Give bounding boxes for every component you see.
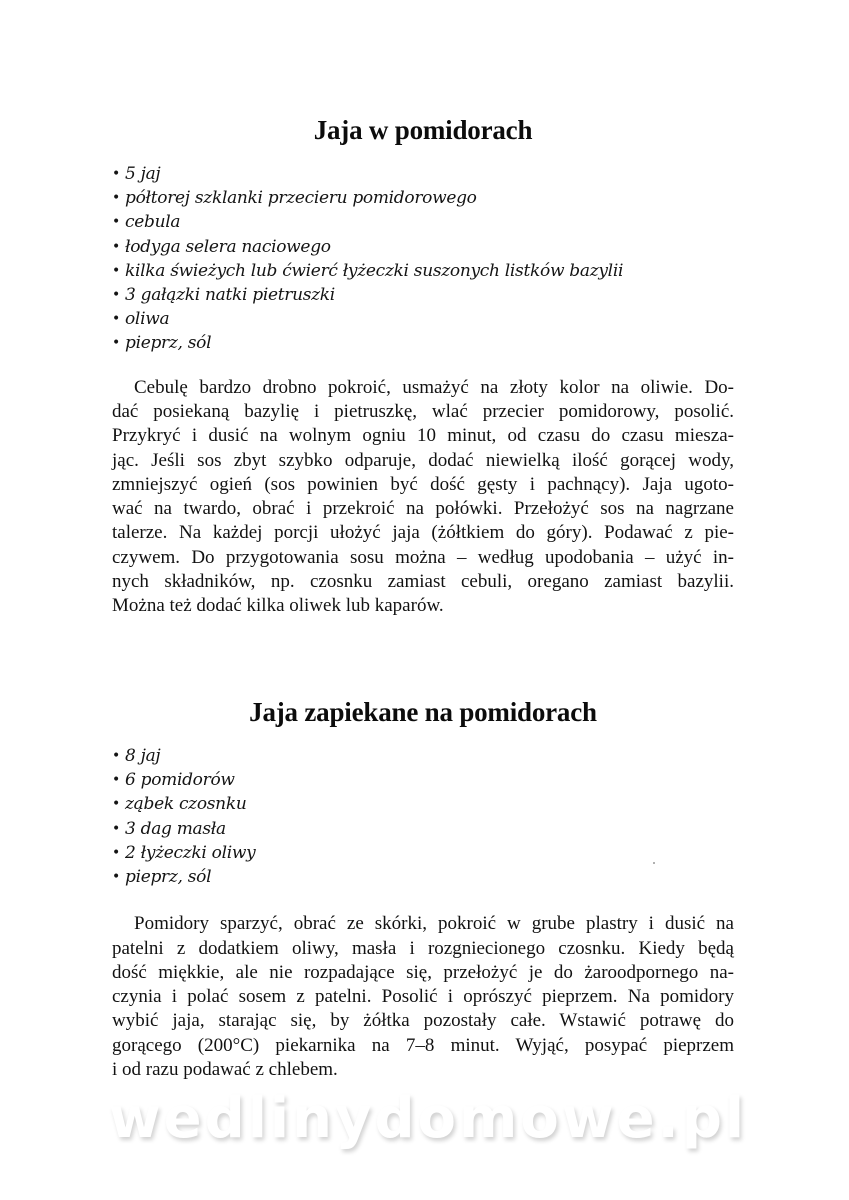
ingredient-item	[112, 283, 734, 307]
instruction-line: patelni z dodatkiem oliwy, masła i rozgniecionego czosnku. Kiedy będą	[112, 937, 734, 959]
bullet-icon: •	[112, 190, 120, 207]
ingredient-text: 2 łyżeczki oliwy	[125, 842, 256, 863]
ingredient-text: 5 jaj	[125, 164, 161, 184]
bullet-icon: •	[112, 335, 120, 352]
ingredient-item	[112, 792, 734, 816]
ingredient-text: kilka świeżych lub ćwierć łyżeczki suszonych listków bazylii	[125, 260, 624, 281]
ingredient-text: ząbek czosnku	[125, 794, 247, 815]
instruction-line: wybić jaja, starając się, by żółtka pozostały całe. Wstawić potrawę do	[112, 1010, 734, 1032]
bullet-icon: •	[112, 214, 120, 231]
instruction-line: nych składników, np. czosnku zamiast cebuli, oregano zamiast bazylii.	[112, 571, 734, 592]
ingredient-text: cebula	[125, 212, 181, 233]
scan-speck	[653, 862, 655, 864]
bullet-icon: •	[112, 796, 120, 813]
bullet-icon: •	[112, 748, 120, 764]
instruction-line: dość miękkie, ale nie rozpadające się, przełożyć je do żaroodpornego na-	[112, 961, 734, 983]
instruction-line: gorącego (200°C) piekarnika na 7–8 minut. Wyjąć, posypać pieprzem	[112, 1034, 734, 1056]
ingredient-text: 3 dag masła	[125, 818, 226, 839]
ingredient-item	[112, 768, 734, 792]
instruction-line: Można też dodać kilka oliwek lub kaparów.	[112, 595, 444, 617]
instruction-line: Przykryć i dusić na wolnym ogniu 10 minut, od czasu do czasu miesza-	[112, 425, 734, 447]
ingredient-text: półtorej szklanki przecieru pomidorowego	[125, 188, 477, 209]
instruction-line: i od razu podawać z chlebem.	[112, 1059, 338, 1080]
ingredient-item	[112, 259, 734, 283]
ingredient-text: 6 pomidorów	[125, 770, 235, 791]
ingredient-text: oliwa	[125, 309, 170, 330]
instruction-line: czywem. Do przygotowania sosu można – według upodobania – użyć in-	[112, 546, 734, 568]
bullet-icon: •	[112, 869, 120, 886]
bullet-icon: •	[112, 311, 120, 328]
ingredient-item	[112, 331, 734, 355]
bullet-icon: •	[112, 262, 120, 279]
recipe-instructions	[112, 912, 734, 1082]
ingredient-text: pieprz, sól	[125, 333, 212, 354]
recipe-instructions	[112, 376, 734, 619]
ingredient-item	[112, 186, 734, 210]
ingredient-item	[112, 841, 734, 865]
ingredient-item	[112, 865, 734, 889]
instruction-line: zmniejszyć ogień (sos powinien być dość gęsty i pachnący). Jaja ugoto-	[112, 473, 734, 495]
bullet-icon: •	[112, 772, 120, 789]
bullet-icon: •	[112, 287, 120, 304]
ingredient-item	[112, 235, 734, 259]
recipe-title: Jaja zapiekane na pomidorach	[249, 697, 597, 727]
ingredient-item	[112, 162, 734, 186]
recipe-title: Jaja w pomidorach	[313, 115, 533, 145]
ingredient-list	[112, 162, 734, 356]
ingredient-list	[112, 744, 734, 889]
bullet-icon: •	[112, 166, 120, 182]
watermark: wedlinydomowe.pl	[108, 1086, 748, 1151]
bullet-icon: •	[112, 820, 120, 837]
bullet-icon: •	[112, 844, 120, 861]
recipe-jaja-zapiekane-na-pomidorach	[112, 694, 734, 1082]
ingredient-text: łodyga selera naciowego	[125, 236, 331, 257]
ingredient-item	[112, 307, 734, 331]
ingredient-text: 3 gałązki natki pietruszki	[125, 285, 335, 306]
ingredient-item	[112, 210, 734, 234]
instruction-line: Cebulę bardzo drobno pokroić, usmażyć na złoty kolor na oliwie. Do-	[134, 376, 734, 398]
ingredient-text: pieprz, sól	[125, 867, 212, 888]
ingredient-item	[112, 744, 734, 768]
recipe-jaja-w-pomidorach	[112, 112, 734, 619]
bullet-icon: •	[112, 238, 120, 255]
instruction-line: Pomidory sparzyć, obrać ze skórki, pokroić w grube plastry i dusić na	[134, 913, 734, 935]
instruction-line: dać posiekaną bazylię i pietruszkę, wlać przecier pomidorowy, posolić.	[112, 400, 734, 422]
ingredient-item	[112, 817, 734, 841]
instruction-line: wać na twardo, obrać i przekroić na połówki. Przełożyć sos na nagrzane	[112, 498, 734, 520]
ingredient-text: 8 jaj	[125, 746, 161, 766]
instruction-line: jąc. Jeśli sos zbyt szybko odparuje, dodać niewielką ilość gorącej wody,	[112, 449, 734, 471]
instruction-line: czynia i polać sosem z patelni. Posolić i oprószyć pieprzem. Na pomidory	[112, 986, 734, 1008]
instruction-line: talerze. Na każdej porcji ułożyć jaja (żółtkiem do góry). Podawać z pie-	[112, 522, 734, 544]
